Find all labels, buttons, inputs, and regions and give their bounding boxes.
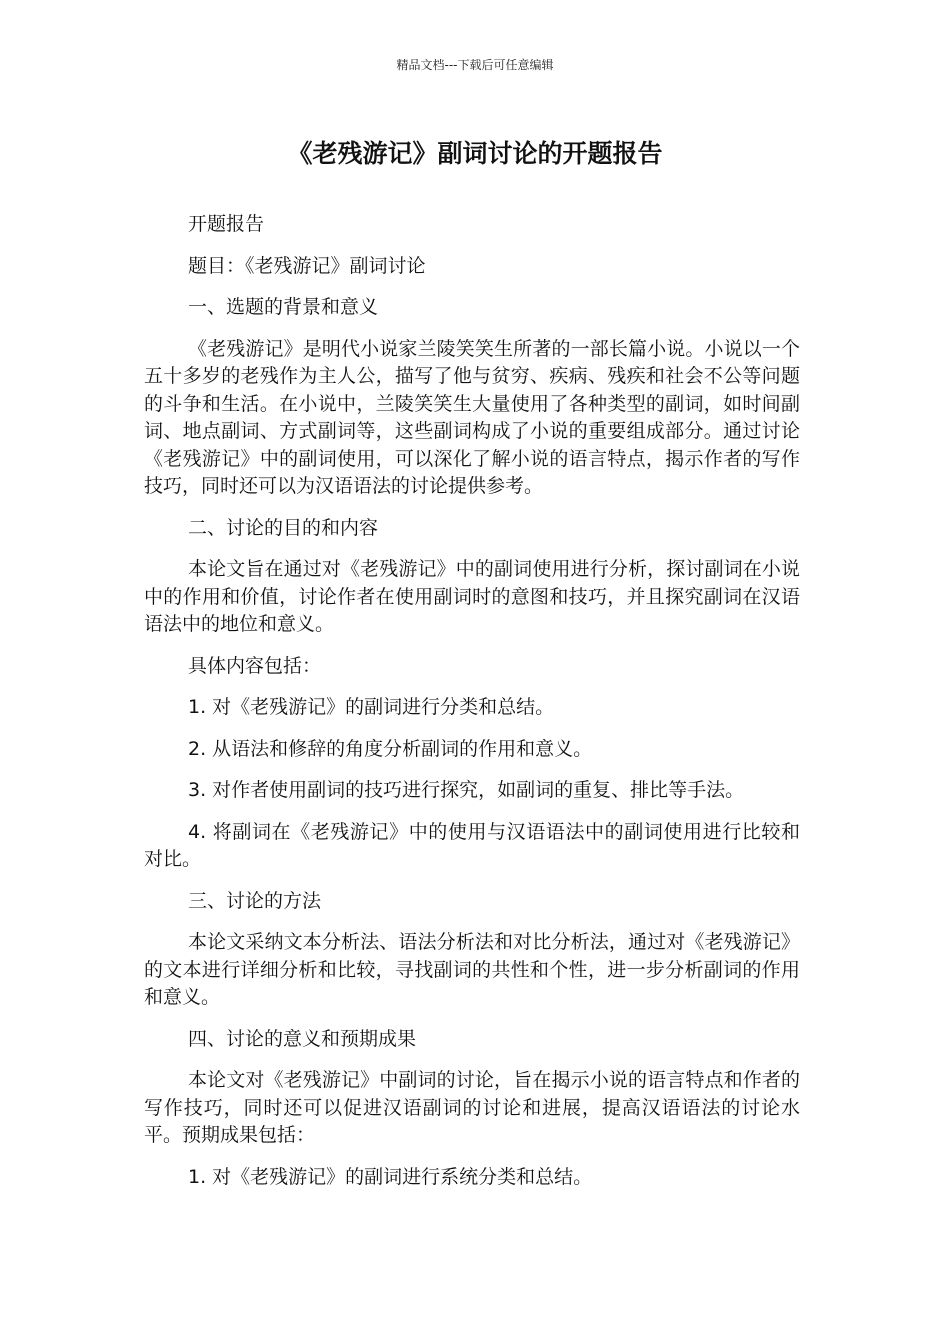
paragraph-topic: 题目：《老残游记》副词讨论 <box>188 254 426 277</box>
paragraph-content-intro: 具体内容包括： <box>188 654 322 677</box>
paragraph-report-label: 开题报告 <box>188 213 265 235</box>
list-item: 3. 对作者使用副词的技巧进行探究，如副词的重复、排比等手法。 <box>188 779 745 801</box>
list-item: 1. 对《老残游记》的副词进行分类和总结。 <box>188 696 555 718</box>
list-item: 1. 对《老残游记》的副词进行系统分类和总结。 <box>188 1165 593 1188</box>
paragraph-purpose: 本论文旨在通过对《老残游记》中的副词使用进行分析，探讨副词在小说中的作用和价值，讨论作者在使用副词时的意图和技巧，并且探究副词在汉语语法中的地位和意义。 <box>144 558 800 635</box>
section-heading-background: 一、选题的背景和意义 <box>188 296 379 318</box>
section-heading-purpose: 二、讨论的目的和内容 <box>188 516 379 539</box>
section-heading-method: 三、讨论的方法 <box>188 889 322 912</box>
paragraph-background: 《老残游记》是明代小说家兰陵笑笑生所著的一部长篇小说。小说以一个五十多岁的老残作为主人公，描写了他与贫穷、疾病、残疾和社会不公等问题的斗争和生活。在小说中，兰陵笑笑生大量使用了各种类型的副词，如时间副词、地点副词、方式副词等，这些副词构成了小说的重要组成部分。通过讨论《老残游记》中的副词使用，可以深化了解小说的语言特点，揭示作者的写作技巧，同时还可以为汉语语法的讨论提供参考。 <box>144 337 800 497</box>
list-item: 2. 从语法和修辞的角度分析副词的作用和意义。 <box>188 737 593 760</box>
document-body <box>144 211 800 1191</box>
paragraph-significance: 本论文对《老残游记》中副词的讨论，旨在揭示小说的语言特点和作者的写作技巧，同时还可以促进汉语副词的讨论和进展，提高汉语语法的讨论水平。预期成果包括： <box>144 1069 800 1146</box>
section-heading-significance: 四、讨论的意义和预期成果 <box>188 1027 417 1050</box>
paragraph-method: 本论文采纳文本分析法、语法分析法和对比分析法，通过对《老残游记》的文本进行详细分析和比较，寻找副词的共性和个性，进一步分析副词的作用和意义。 <box>144 931 800 1008</box>
list-item: 4. 将副词在《老残游记》中的使用与汉语语法中的副词使用进行比较和对比。 <box>144 820 800 870</box>
document-title: 《老残游记》副词讨论的开题报告 <box>287 139 663 168</box>
page-header: 精品文档---下载后可任意编辑 <box>396 58 554 72</box>
